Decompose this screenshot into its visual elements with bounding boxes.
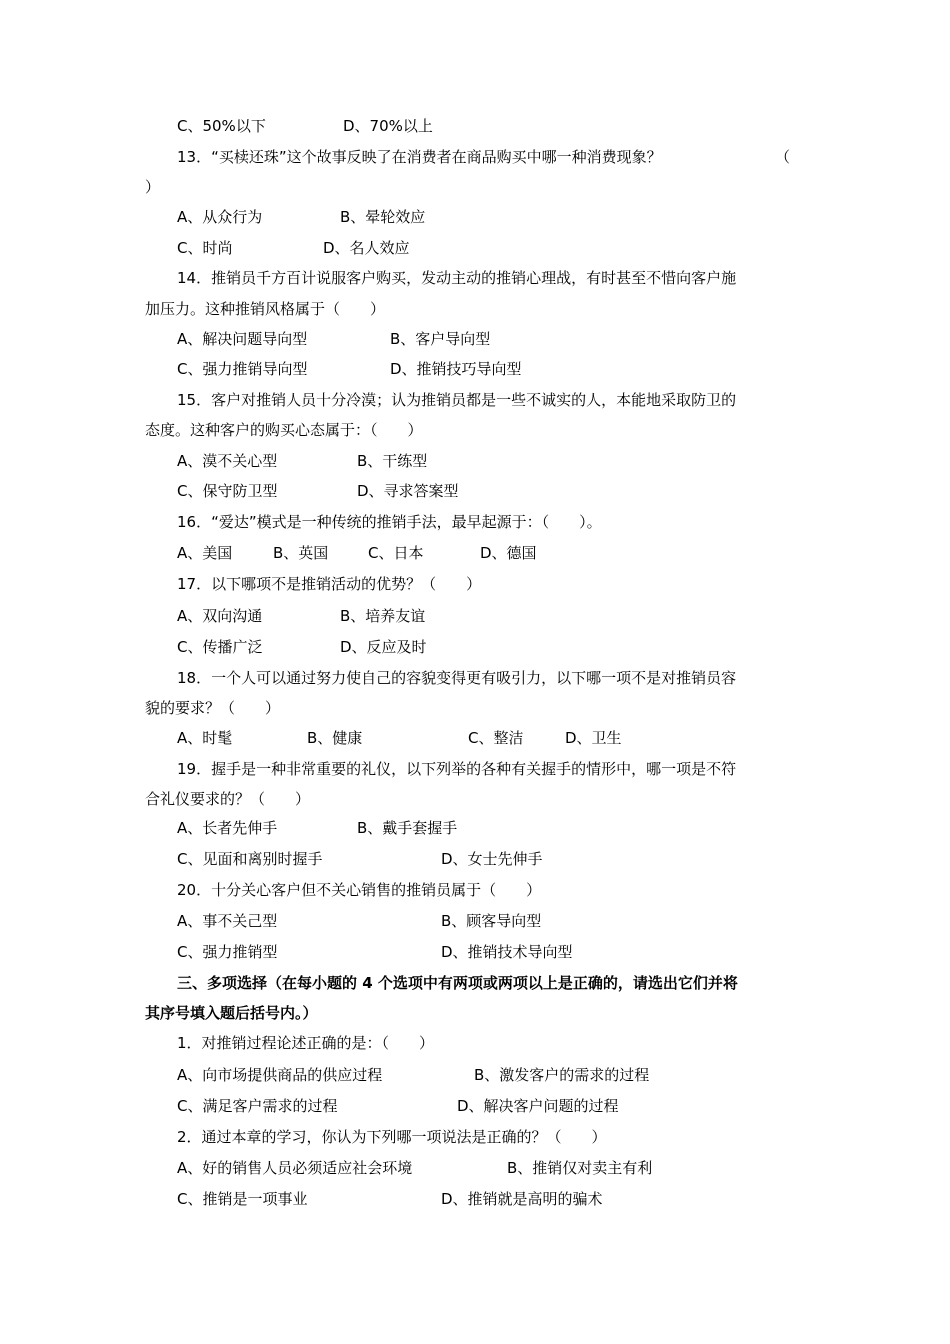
q15-option-a: A、漠不关心型 — [177, 452, 278, 470]
q18-option-a: A、时髦 — [177, 729, 233, 747]
q17-option-a: A、双向沟通 — [177, 607, 263, 625]
q19-stem-line1: 19．握手是一种非常重要的礼仪，以下列举的各种有关握手的情形中，哪一项是不符 — [177, 760, 737, 778]
q13-stem: 13．“买椟还珠”这个故事反映了在消费者在商品购买中哪一种消费现象？ — [177, 148, 662, 166]
q20-option-c: C、强力推销型 — [177, 943, 278, 961]
q14-option-b: B、客户导向型 — [390, 330, 491, 348]
m1-option-c: C、满足客户需求的过程 — [177, 1097, 338, 1115]
m2-option-b: B、推销仅对卖主有利 — [507, 1159, 653, 1177]
q14-stem-line2: 加压力。这种推销风格属于（ ） — [145, 300, 386, 318]
q14-option-a: A、解决问题导向型 — [177, 330, 308, 348]
q14-stem-line1: 14．推销员千方百计说服客户购买，发动主动的推销心理战，有时甚至不惜向客户施 — [177, 269, 737, 287]
q15-option-b: B、干练型 — [357, 452, 428, 470]
q13-paren-open: （ — [775, 148, 791, 166]
q19-option-a: A、长者先伸手 — [177, 819, 278, 837]
q12-option-c: C、50%以下 — [177, 117, 266, 135]
section3-heading-line1: 三、多项选择（在每小题的 4 个选项中有两项或两项以上是正确的，请选出它们并将 — [177, 974, 738, 992]
q15-option-c: C、保守防卫型 — [177, 482, 278, 500]
q14-option-d: D、推销技巧导向型 — [390, 360, 522, 378]
q17-option-d: D、反应及时 — [340, 638, 427, 656]
m1-option-d: D、解决客户问题的过程 — [457, 1097, 619, 1115]
m2-option-c: C、推销是一项事业 — [177, 1190, 308, 1208]
q16-option-d: D、德国 — [480, 544, 537, 562]
q17-option-c: C、传播广泛 — [177, 638, 263, 656]
q13-option-b: B、晕轮效应 — [340, 208, 426, 226]
q17-option-b: B、培养友谊 — [340, 607, 426, 625]
m2-stem: 2．通过本章的学习，你认为下列哪一项说法是正确的？（ ） — [177, 1128, 607, 1146]
q14-option-c: C、强力推销导向型 — [177, 360, 308, 378]
q17-stem: 17．以下哪项不是推销活动的优势？（ ） — [177, 575, 482, 593]
q16-option-b: B、英国 — [273, 544, 329, 562]
q20-option-a: A、事不关己型 — [177, 912, 278, 930]
q20-option-d: D、推销技术导向型 — [441, 943, 573, 961]
m1-stem: 1．对推销过程论述正确的是：（ ） — [177, 1034, 435, 1052]
q15-option-d: D、寻求答案型 — [357, 482, 459, 500]
q12-option-d: D、70%以上 — [343, 117, 433, 135]
q13-option-c: C、时尚 — [177, 239, 233, 257]
q18-option-d: D、卫生 — [565, 729, 622, 747]
q20-stem: 20．十分关心客户但不关心销售的推销员属于（ ） — [177, 881, 542, 899]
q16-option-a: A、美国 — [177, 544, 233, 562]
q18-stem-line1: 18．一个人可以通过努力使自己的容貌变得更有吸引力，以下哪一项不是对推销员容 — [177, 669, 737, 687]
m2-option-d: D、推销就是高明的骗术 — [441, 1190, 603, 1208]
q16-stem: 16．“爱达”模式是一种传统的推销手法，最早起源于：（ ）。 — [177, 513, 602, 531]
q13-option-d: D、名人效应 — [323, 239, 410, 257]
m1-option-b: B、激发客户的需求的过程 — [474, 1066, 650, 1084]
q19-option-c: C、见面和离别时握手 — [177, 850, 323, 868]
q13-option-a: A、从众行为 — [177, 208, 263, 226]
q19-stem-line2: 合礼仪要求的？（ ） — [145, 790, 311, 808]
q19-option-d: D、女士先伸手 — [441, 850, 543, 868]
section3-heading-line2: 其序号填入题后括号内。） — [145, 1004, 318, 1022]
q16-option-c: C、日本 — [368, 544, 424, 562]
q15-stem-line1: 15．客户对推销人员十分冷漠；认为推销员都是一些不诚实的人，本能地采取防卫的 — [177, 391, 737, 409]
q13-paren-close: ） — [145, 178, 161, 196]
q18-stem-line2: 貌的要求？（ ） — [145, 699, 281, 717]
q18-option-b: B、健康 — [307, 729, 363, 747]
q18-option-c: C、整洁 — [468, 729, 524, 747]
q15-stem-line2: 态度。这种客户的购买心态属于：（ ） — [145, 421, 423, 439]
q20-option-b: B、顾客导向型 — [441, 912, 542, 930]
m2-option-a: A、好的销售人员必须适应社会环境 — [177, 1159, 413, 1177]
m1-option-a: A、向市场提供商品的供应过程 — [177, 1066, 383, 1084]
q19-option-b: B、戴手套握手 — [357, 819, 458, 837]
